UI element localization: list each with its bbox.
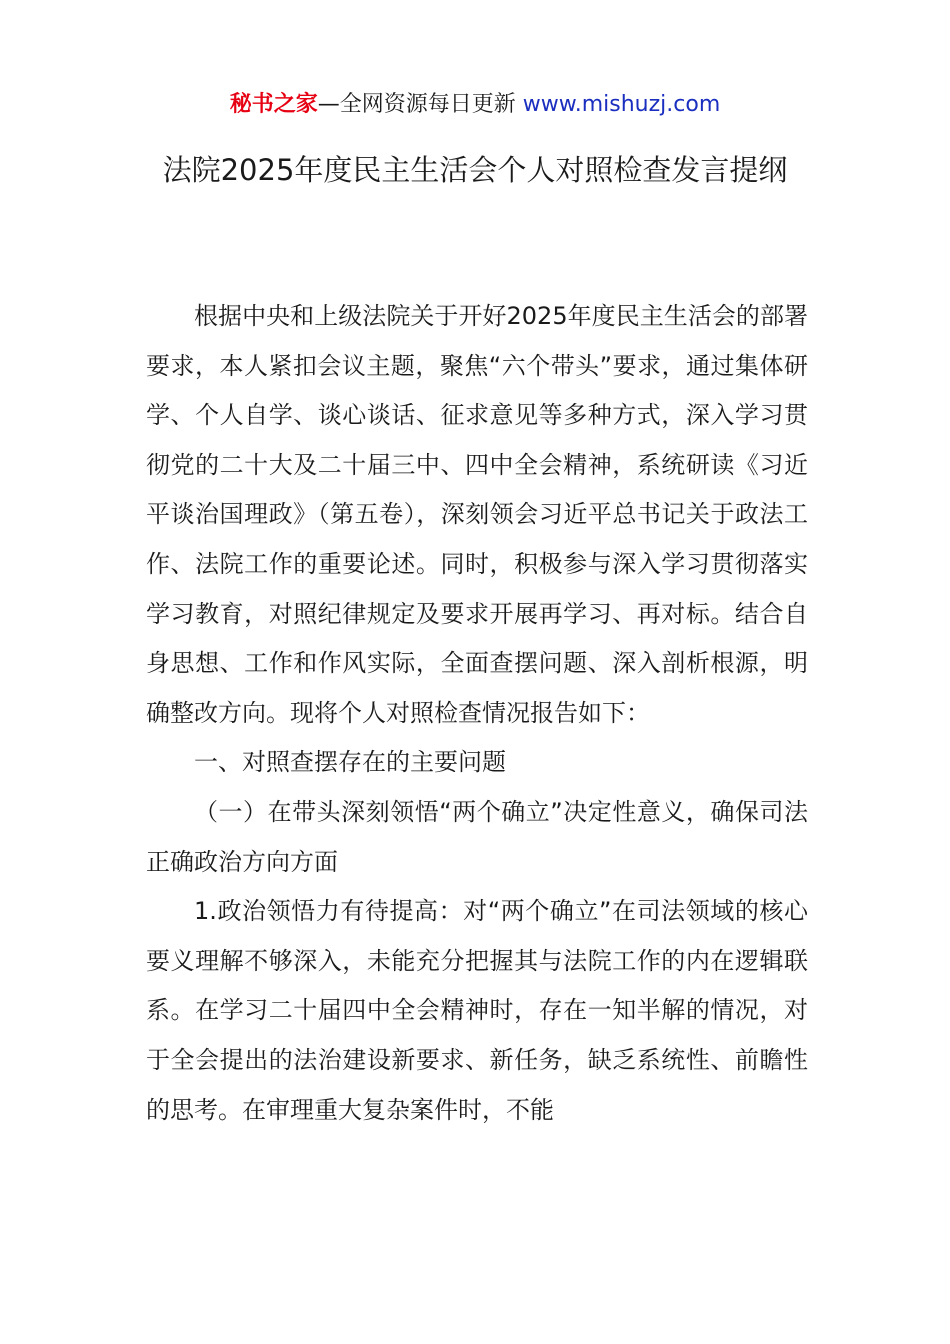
site-header (0, 88, 950, 122)
subsection-heading-1: （一）在带头深刻领悟“两个确立”决定性意义，确保司法正确政治方向方面 (146, 797, 808, 876)
paragraph-intro: 根据中央和上级法院关于开好2025年度民主生活会的部署要求，本人紧扣会议主题，聚焦“六个带头”要求，通过集体研学、个人自学、谈心谈话、征求意见等多种方式，深入学习贯彻党的二十大及二十届三中、四中全会精神，系统研读《习近平谈治国理政》（第五卷），深刻领会习近平总书记关于政法工作、法院工作的重要论述。同时，积极参与深入学习贯彻落实学习教育，对照纪律规定及要求开展再学习、再对标。结合自身思想、工作和作风实际，全面查摆问题、深入剖析根源，明确整改方向。现将个人对照检查情况报告如下： (146, 302, 808, 727)
paragraph-item-1: 1.政治领悟力有待提高：对“两个确立”在司法领域的核心要义理解不够深入，未能充分把握其与法院工作的内在逻辑联系。在学习二十届四中全会精神时，存在一知半解的情况，对于全会提出的法治建设新要求、新任务，缺乏系统性、前瞻性的思考。在审理重大复杂案件时，不能 (146, 897, 808, 1124)
site-url-link[interactable]: www.mishuzj.com (522, 92, 721, 117)
document-title: 法院2025年度民主生活会个人对照检查发言提纲 (162, 153, 788, 187)
section-heading-1: 一、对照查摆存在的主要问题 (194, 748, 506, 777)
header-tagline: —全网资源每日更新 (317, 92, 516, 117)
brand-name: 秘书之家 (229, 92, 318, 117)
document-body (146, 292, 808, 1135)
